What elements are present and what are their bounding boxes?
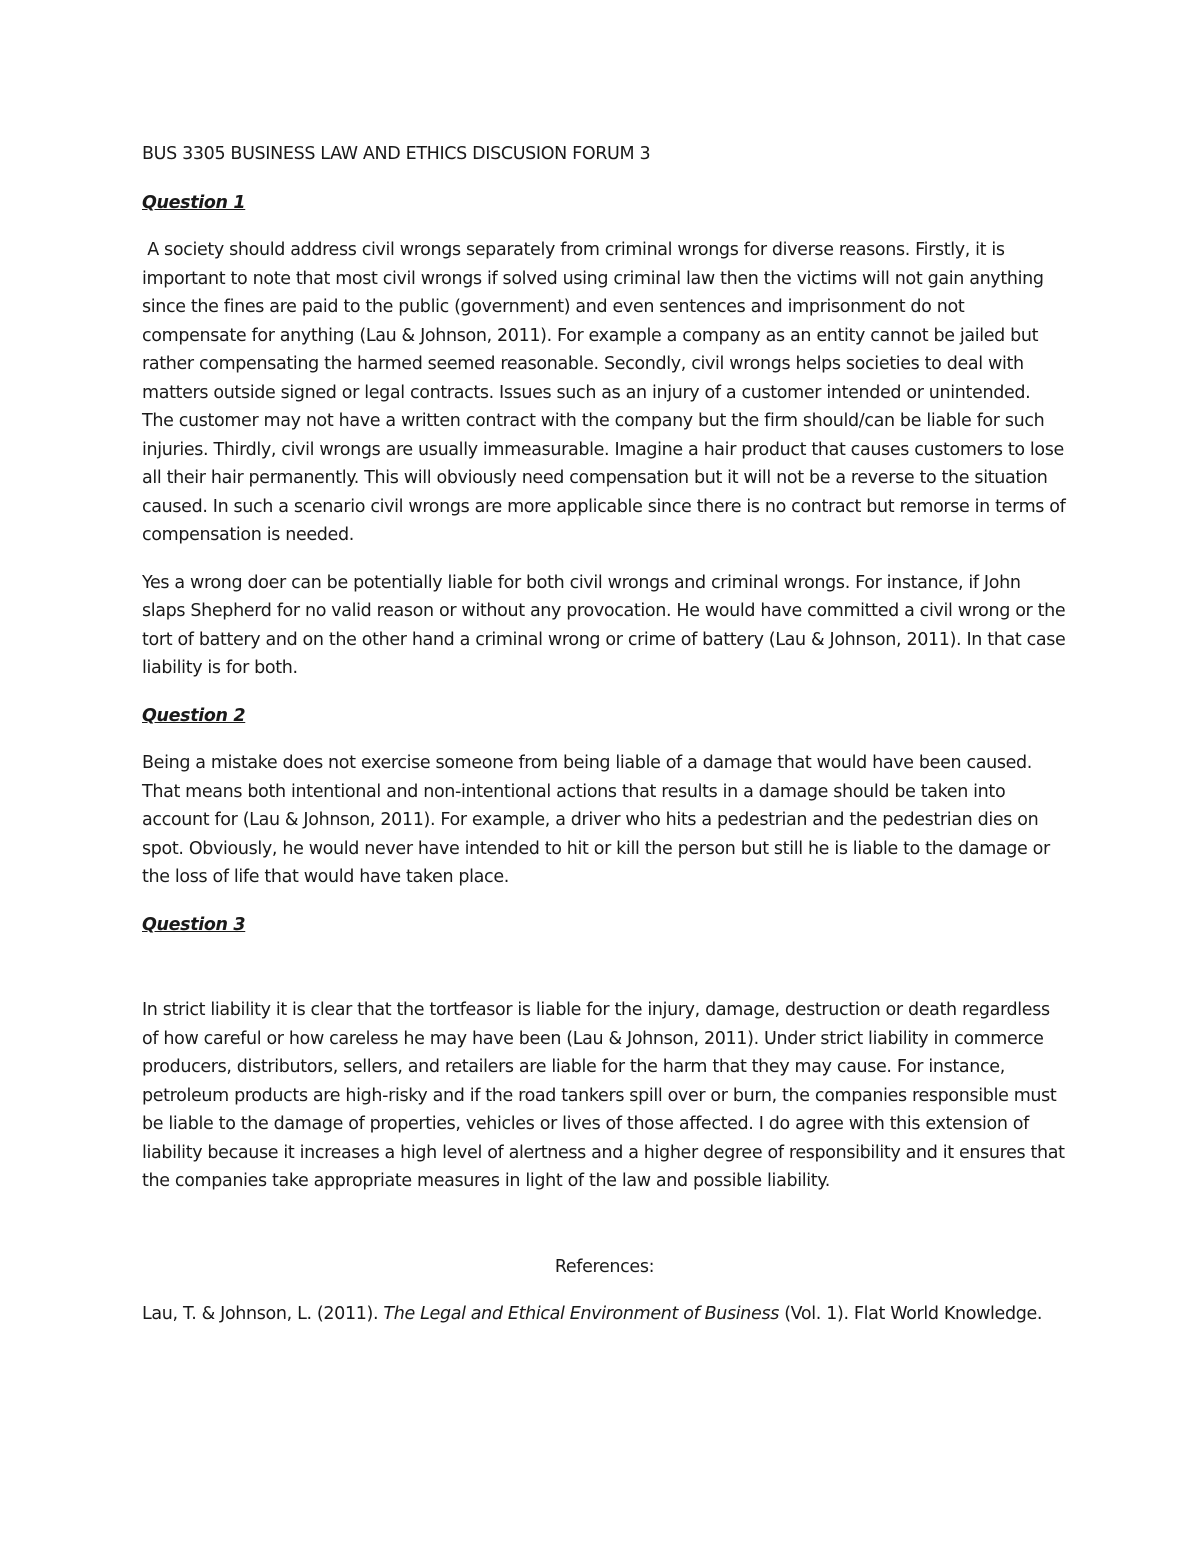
reference-suffix: (Vol. 1). Flat World Knowledge. <box>778 1304 1043 1324</box>
reference-entry <box>142 1300 1067 1329</box>
question-1-paragraph-2: Yes a wrong doer can be potentially liable for both civil wrongs and criminal wrongs. For instance, if John slaps Shepherd for no valid reason or without any provocation. He would have committed a civil wrong or the tort of battery and on the other hand a criminal wrong or crime of battery (Lau & Johnson, 2011). In that case liability is for both. <box>142 572 1066 678</box>
blank-line <box>142 958 1067 996</box>
document-title: BUS 3305 BUSINESS LAW AND ETHICS DISCUSION FORUM 3 <box>142 144 651 164</box>
question-3-paragraph-1: In strict liability it is clear that the tortfeasor is liable for the injury, damage, destruction or death regardless of how careful or how careless he may have been (Lau & Johnson, 2011). Under strict liability in commerce producers, distributors, sellers, and retailers are liable for the harm that they may cause. For instance, petroleum products are high-risky and if the road tankers spill over or burn, the companies responsible must be liable to the damage of properties, vehicles or lives of those affected. I do agree with this extension of liability because it increases a high level of alertness and a higher degree of responsibility and it ensures that the companies take appropriate measures in light of the law and possible liability. <box>142 1000 1065 1191</box>
question-3-heading: Question 3 <box>142 914 246 935</box>
reference-prefix: Lau, T. & Johnson, L. (2011). <box>142 1304 384 1324</box>
question-2-paragraph-1: Being a mistake does not exercise someone from being liable of a damage that would have been caused. That means both intentional and non-intentional actions that results in a damage should be taken into account for (Lau & Johnson, 2011). For example, a driver who hits a pedestrian and the pedestrian dies on spot. Obviously, he would never have intended to hit or kill the person but still he is liable to the damage or the loss of life that would have taken place. <box>142 753 1050 887</box>
reference-work-title: The Legal and Ethical Environment of Business <box>383 1304 779 1324</box>
document-body <box>142 140 1071 1329</box>
question-2-heading: Question 2 <box>142 705 246 726</box>
question-1-heading: Question 1 <box>142 192 246 213</box>
blank-line <box>142 1215 1067 1253</box>
question-1-paragraph-1: A society should address civil wrongs separately from criminal wrongs for diverse reasons. Firstly, it is important to note that most civil wrongs if solved using criminal law then the victims will not gain anything since the fines are paid to the public (government) and even sentences and imprisonment do not compensate for anything (Lau & Johnson, 2011). For example a company as an entity cannot be jailed but rather compensating the harmed seemed reasonable. Secondly, civil wrongs helps societies to deal with matters outside signed or legal contracts. Issues such as an injury of a customer intended or unintended. The customer may not have a written contract with the company but the firm should/can be liable for such injuries. Thirdly, civil wrongs are usually immeasurable. Imagine a hair product that causes customers to lose all their hair permanently. This will obviously need compensation but it will not be a reverse to the situation caused. In such a scenario civil wrongs are more applicable since there is no contract but remorse in terms of compensation is needed. <box>142 240 1071 545</box>
references-title: References: <box>554 1256 655 1277</box>
